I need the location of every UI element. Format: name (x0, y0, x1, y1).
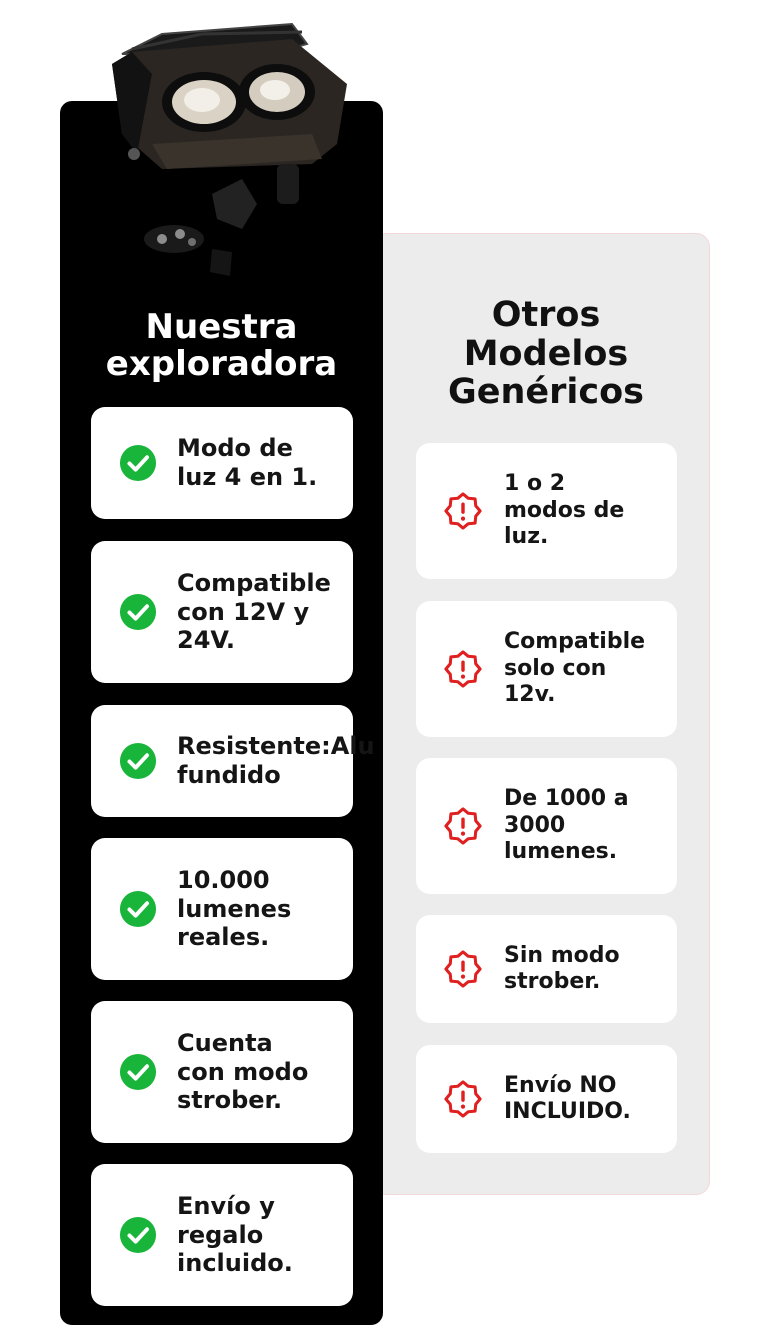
our-feature-line: fundido (177, 761, 281, 789)
generic-feature-line: lumenes. (504, 839, 618, 865)
our-feature-line: lumenes (177, 894, 292, 923)
generic-feature-line: 1 o 2 (504, 471, 566, 497)
our-feature-line: 10.000 (177, 865, 270, 894)
check-circle-icon (119, 1216, 157, 1254)
generic-feature-text (504, 629, 645, 708)
check-circle-icon (119, 444, 157, 482)
our-feature-line: Envío y (177, 1191, 275, 1220)
warning-badge-icon (444, 492, 482, 530)
generic-feature-card (416, 915, 677, 1023)
warning-badge-icon (444, 950, 482, 988)
our-feature-card (91, 541, 353, 683)
our-feature-card (91, 407, 353, 519)
warning-badge-icon (444, 650, 482, 688)
generic-feature-line: strober. (504, 969, 601, 994)
our-feature-line: con modo (177, 1057, 309, 1086)
our-feature-card (91, 1001, 353, 1143)
our-feature-text (177, 732, 375, 790)
our-feature-card (91, 1164, 353, 1306)
our-feature-line: Compatible (177, 568, 331, 597)
our-feature-card (91, 705, 375, 817)
generic-feature-line: Compatible (504, 629, 646, 655)
our-feature-line: Modo de (177, 434, 293, 463)
our-product-title: Nuestra exploradora (105, 307, 338, 385)
our-feature-line: incluido. (177, 1249, 293, 1278)
generic-models-title: Otros Modelos Genéricos (447, 295, 644, 412)
our-feature-line: strober. (177, 1086, 283, 1115)
our-feature-text (177, 1192, 293, 1278)
generic-feature-line: 3000 (504, 812, 566, 838)
generic-feature-card (416, 443, 677, 579)
check-circle-icon (119, 742, 157, 780)
our-feature-text (177, 1029, 308, 1115)
generic-feature-card (416, 758, 677, 894)
check-circle-icon (119, 890, 157, 928)
generic-feature-text (504, 943, 620, 996)
our-feature-line: 24V. (177, 626, 235, 655)
generic-feature-line: modos de (504, 497, 625, 523)
check-circle-icon (119, 593, 157, 631)
generic-feature-text (504, 786, 629, 865)
our-feature-line: Cuenta (177, 1028, 273, 1057)
generic-feature-line: Envío NO (504, 1072, 617, 1098)
warning-badge-icon (444, 807, 482, 845)
generic-feature-text (504, 1073, 631, 1126)
generic-feature-line: 12v. (504, 682, 556, 708)
our-feature-line: Resistente:Alu (177, 732, 375, 761)
generic-feature-line: INCLUIDO. (504, 1099, 631, 1124)
generic-feature-card (416, 1045, 677, 1153)
our-feature-card (91, 838, 353, 980)
generic-feature-line: Sin modo (504, 942, 620, 968)
product-light-image (92, 14, 362, 294)
generic-feature-line: solo con (504, 655, 607, 681)
generic-feature-line: De 1000 a (504, 786, 629, 812)
warning-badge-icon (444, 1080, 482, 1118)
our-feature-line: reales. (177, 923, 270, 952)
generic-feature-card (416, 601, 677, 737)
generic-feature-text (504, 471, 624, 550)
generic-feature-line: luz. (504, 524, 549, 550)
our-feature-text (177, 434, 317, 492)
our-feature-line: luz 4 en 1. (177, 463, 318, 491)
our-feature-text (177, 569, 331, 655)
our-feature-line: con 12V y (177, 597, 310, 626)
our-feature-text (177, 866, 291, 952)
our-feature-line: regalo (177, 1220, 264, 1249)
check-circle-icon (119, 1053, 157, 1091)
